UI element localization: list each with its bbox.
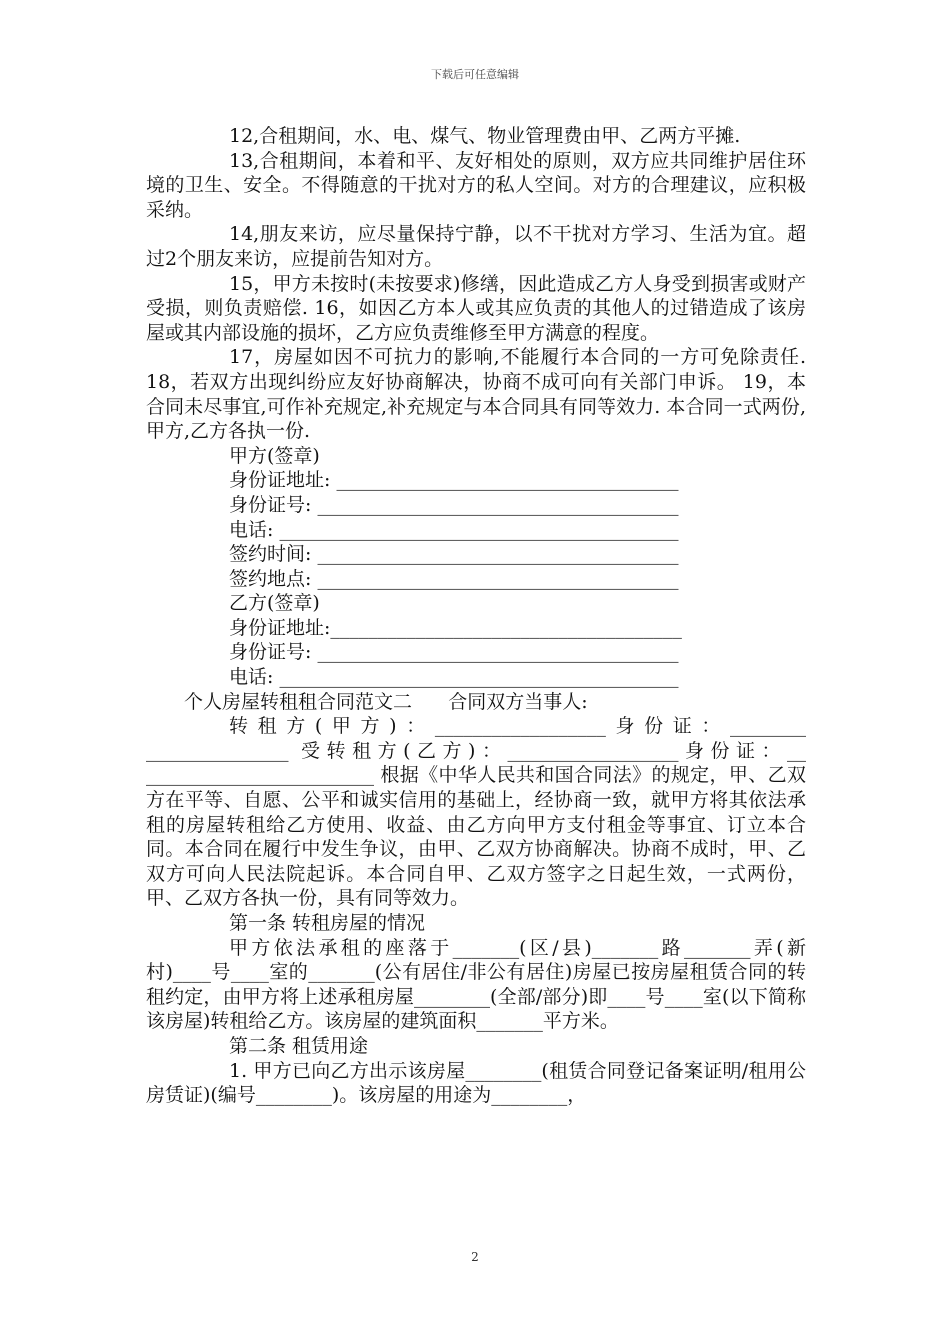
party-a-phone: 电话: __________________________________________ xyxy=(229,518,679,541)
article2-body: 1. 甲方已向乙方出示该房屋________(租赁合同登记备案证明/租用公房赁证)(编号________)。该房屋的用途为________， xyxy=(146,1059,806,1107)
sign-place: 签约地点: ______________________________________ xyxy=(229,567,679,590)
clause-17-19: 17，房屋如因不可抗力的影响,不能履行本合同的一方可免除责任. 18，若双方出现纠纷应友好协商解决，协商不成可向有关部门申诉。 19，本合同未尽事宜,可作补充规定,补充规定与本合同具有同等效力. 本合同一式两份,甲方,乙方各执一份. xyxy=(146,346,813,443)
clause-15-16: 15，甲方未按时(未按要求)修缮，因此造成乙方人身受到损害或财产受损，则负责赔偿. 16，如因乙方本人或其应负责的其他人的过错造成了该房屋或其内部设施的损坏，乙方应负责维修至甲方满意的程度。 xyxy=(146,272,806,344)
sign-date: 签约时间: ______________________________________ xyxy=(229,543,679,566)
party-b-phone: 电话: __________________________________________ xyxy=(229,666,679,689)
party-a-id-address: 身份证地址: ____________________________________ xyxy=(229,469,679,492)
contract2-title: 个人房屋转租租合同范文二 合同双方当事人: xyxy=(184,690,588,713)
article1-body: 甲方依法承租的座落于_______(区/县)_______路_______弄(新村)____号____室的_______(公有居住/非公有居住)房屋已按房屋租赁合同的转租约定，由甲方将上述承租房屋________(全部/部分)即____号____室(以下简称该房屋)转租给乙方。该房屋的建筑面积_______平方米。 xyxy=(146,936,806,1033)
page-number: 2 xyxy=(471,1250,479,1264)
contract2-parties: 转租方(甲方)：__________________身份证：________ _______________ 受转租方(乙方)：__________________身份证：__ ________________________ 根据《中华人民共和国合同法》的规定，甲、乙双方在平等、自愿、公平和诚实信用的基础上，经协商一致，就甲方将其依法承租的房屋转租给乙方使用、收益、由乙方向甲方支付租金等事宜、订立本合同。本合同在履行中发生争议，由甲、乙双方协商解决。协商不成时，甲、乙双方可向人民法院起诉。本合同自甲、乙双方签字之日起生效，一式两份，甲、乙双方各执一份，具有同等效力。 xyxy=(146,715,813,910)
article2-title: 第二条 租赁用途 xyxy=(229,1034,369,1057)
clause-14: 14,朋友来访，应尽量保持宁静，以不干扰对方学习、生活为宜。超过2个朋友来访，应提前告知对方。 xyxy=(146,223,806,270)
page-header: 下载后可任意编辑 xyxy=(431,68,519,81)
party-a-id-number: 身份证号: ______________________________________ xyxy=(229,493,679,516)
article1-title: 第一条 转租房屋的情况 xyxy=(229,912,426,934)
document-body xyxy=(146,124,813,1108)
party-b-id-address: 身份证地址:_____________________________________ xyxy=(229,616,682,639)
party-b-id-number: 身份证号: ______________________________________ xyxy=(229,641,679,664)
clause-13: 13,合租期间，本着和平、友好相处的原则，双方应共同维护居住环境的卫生、安全。不得随意的干扰对方的私人空间。对方的合理建议，应积极采纳。 xyxy=(146,149,806,221)
party-a-sign: 甲方(签章) xyxy=(229,444,320,467)
clause-12: 12,合租期间，水、电、煤气、物业管理费由甲、乙两方平摊. xyxy=(229,125,741,147)
party-b-sign: 乙方(签章) xyxy=(229,592,320,615)
